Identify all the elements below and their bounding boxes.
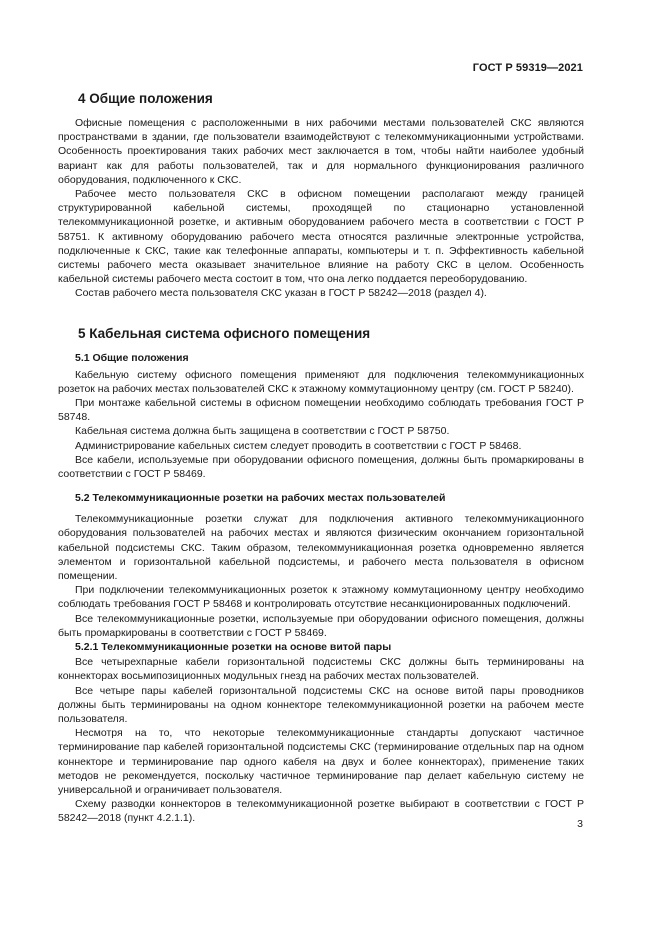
subsection-5-1-paragraph: При монтаже кабельной системы в офисном помещении необходимо соблюдать требования ГОСТ Р 58748. (58, 397, 584, 424)
subsection-5-2-paragraph: Все телекоммуникационные розетки, используемые при оборудовании офисного помещения, должны быть промаркированы в соответствии с ГОСТ Р 58469. (58, 612, 584, 639)
section-4-paragraph: Состав рабочего места пользователя СКС указан в ГОСТ Р 58242—2018 (раздел 4). (75, 287, 487, 300)
subsection-5-1-paragraph: Кабельная система должна быть защищена в соответствии с ГОСТ Р 58750. (75, 425, 450, 438)
subsection-5-1-heading: 5.1 Общие положения (75, 351, 189, 364)
section-4-paragraph: Офисные помещения с расположенными в них рабочими местами пользователей СКС являются пространствами в здании, где пользователи взаимодействуют с телекоммуникационными устройствами. Особенность проектирования таких рабочих мест заключается в том, чтобы найти наиболее удобный вариант как для работы пользователей, так и для нормального функционирования различного оборудования, подключенного к СКС. (58, 117, 584, 186)
subsection-5-1-paragraph: Кабельную систему офисного помещения применяют для подключения телекоммуникационных розеток на рабочих местах пользователей СКС к этажному коммутационному центру (см. ГОСТ Р 58240). (58, 368, 584, 395)
section-4-heading: 4 Общие положения (78, 91, 213, 106)
subsection-5-1-paragraph: Все кабели, используемые при оборудовании офисного помещения, должны быть промаркированы в соответствии с ГОСТ Р 58469. (58, 453, 584, 481)
subsection-5-2-paragraph: При подключении телекоммуникационных розеток к этажному коммутационному центру необходимо соблюдать требования ГОСТ Р 58468 и контролировать отсутствие несанкционированных подключений. (58, 584, 584, 611)
subsection-5-2-1-heading: 5.2.1 Телекоммуникационные розетки на основе витой пары (75, 641, 392, 654)
page-number: 3 (577, 818, 583, 830)
subsection-5-1-paragraph: Администрирование кабельных систем следует проводить в соответствии с ГОСТ Р 58468. (75, 439, 522, 452)
spacer (58, 481, 584, 491)
section-4-paragraph: Рабочее место пользователя СКС в офисном помещении располагают между границей структурированной кабельной системы, проходящей по стационарно установленной телекоммуникационной розетке, и активным оборудованием рабочего места в соответствии с ГОСТ Р 58751. К активному оборудованию рабочего места относятся различные электронные устройства, подключенные к СКС, такие как телефонные аппараты, компьютеры и т. п. Эффективность кабельной системы рабочего места оказывает значительное влияние на работу СКС в целом. Особенность кабельной системы рабочего места состоит в том, что она легко поддается переоборудованию. (58, 188, 584, 286)
subsection-5-2-heading: 5.2 Телекоммуникационные розетки на рабочих местах пользователей (75, 492, 446, 505)
section-5-heading: 5 Кабельная система офисного помещения (78, 325, 371, 341)
subsection-5-2-1-paragraph: Все четырехпарные кабели горизонтальной подсистемы СКС должны быть терминированы на коннекторах восьмипозиционных модульных гнезд на рабочих местах пользователей. (58, 656, 584, 683)
subsection-5-2-1-paragraph: Несмотря на то, что некоторые телекоммуникационные стандарты допускают частичное терминирование пар кабелей горизонтальной подсистемы СКС (терминирование отдельных пар на одном коннекторе и терминирование пар одного кабеля на двух и более коннекторах), применение таких методов не рекомендуется, поскольку частичное терминирование пар делает кабельную систему не универсальной и ограничивает пользователя. (58, 727, 584, 796)
subsection-5-2-1-paragraph: Схему разводки коннекторов в телекоммуникационной розетке выбирают в соответствии с ГОСТ Р 58242—2018 (пункт 4.2.1.1). (58, 798, 584, 825)
page-content (58, 90, 584, 826)
spacer (58, 301, 584, 325)
subsection-5-2-1-paragraph: Все четыре пары кабелей горизонтальной подсистемы СКС на основе витой пары проводников должны быть терминированы на одном коннекторе телекоммуникационной розетки на рабочем месте пользователя. (58, 684, 584, 725)
subsection-5-2-paragraph: Телекоммуникационные розетки служат для подключения активного телекоммуникационного оборудования пользователей на рабочих местах и являются физическим окончанием горизонтальной кабельной подсистемы СКС. Таким образом, телекоммуникационная розетка одновременно является элементом и горизонтальной кабельной подсистемы, и рабочего места пользователя в офисном помещении. (58, 513, 584, 583)
document-code: ГОСТ Р 59319—2021 (472, 62, 583, 74)
